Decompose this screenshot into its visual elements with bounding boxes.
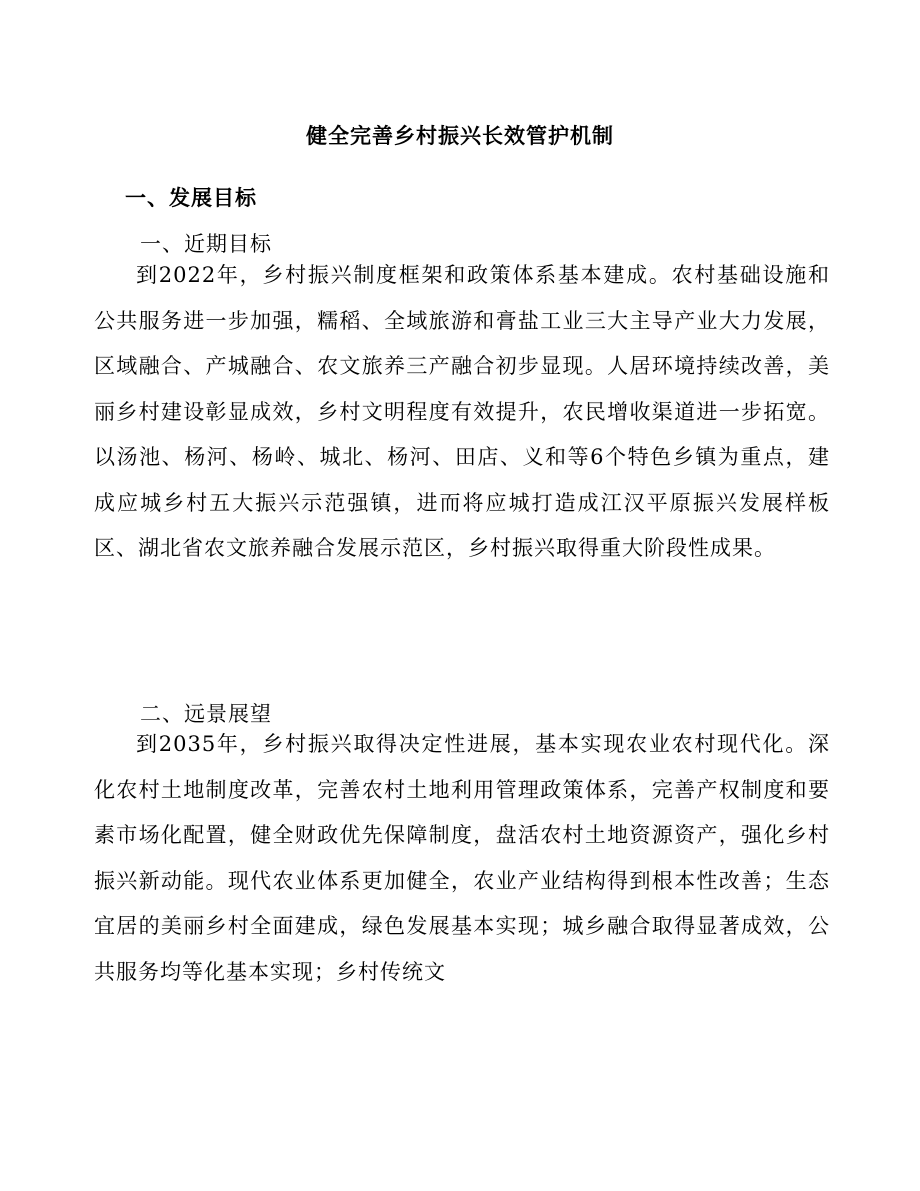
subsection-heading-long-term-vision: 二、远景展望 bbox=[140, 702, 272, 726]
subsection-heading-near-term-goals: 一、近期目标 bbox=[140, 232, 272, 256]
document-title: 健全完善乡村振兴长效管护机制 bbox=[306, 124, 614, 148]
paragraph-long-term-vision: 到2035年，乡村振兴取得决定性进展，基本实现农业农村现代化。深化农村土地制度改革，完善农村土地利用管理政策体系，完善产权制度和要素市场化配置，健全财政优先保障制度，盘活农村土地资源资产，强化乡村振兴新动能。现代农业体系更加健全，农业产业结构得到根本性改善；生态宜居的美丽乡村全面建成，绿色发展基本实现；城乡融合取得显著成效，公共服务均等化基本实现；乡村传统文 bbox=[94, 732, 830, 984]
section-heading-development-goals: 一、发展目标 bbox=[125, 186, 257, 210]
paragraph-near-term-goals: 到2022年，乡村振兴制度框架和政策体系基本建成。农村基础设施和公共服务进一步加强，糯稻、全域旅游和膏盐工业三大主导产业大力发展，区域融合、产城融合、农文旅养三产融合初步显现。人居环境持续改善，美丽乡村建设彰显成效，乡村文明程度有效提升，农民增收渠道进一步拓宽。以汤池、杨河、杨岭、城北、杨河、田店、义和等6个特色乡镇为重点，建成应城乡村五大振兴示范强镇，进而将应城打造成江汉平原振兴发展样板区、湖北省农文旅养融合发展示范区，乡村振兴取得重大阶段性成果。 bbox=[94, 263, 830, 560]
